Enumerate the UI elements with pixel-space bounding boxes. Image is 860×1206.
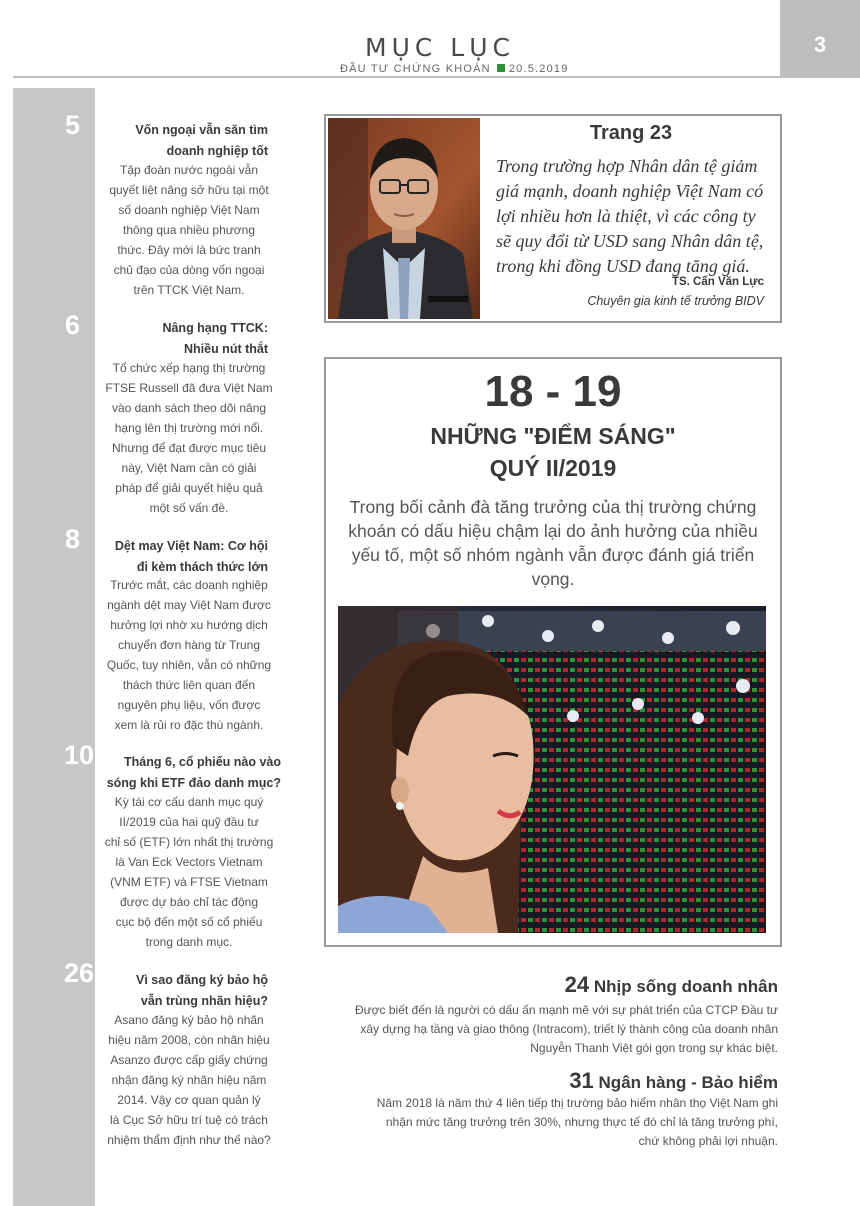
quote-text: Trong trường hợp Nhân dân tệ giảm giá mạnh, doanh nghiệp Việt Nam có lợi nhiều hơn là thiệt, vì các công ty sẽ quy đổi từ USD sang Nhân dân tệ, trong khi đồng USD đang tăng giá. [496,156,764,276]
summary-line: hiệu năm 2008, còn nhãn hiệu [108,1033,270,1047]
summary-line: hưởng lợi nhờ xu hướng dịch [110,618,268,632]
quote-author: TS. Cấn Văn Lực [671,276,764,288]
summary-line: xem là rủi ro đặc thù ngành. [114,718,264,732]
summary-line: nguyên phụ liệu, vốn được [117,698,261,712]
toc-page-number: 5 [64,110,80,140]
summary-line: là Van Eck Vectors Vietnam [115,855,263,869]
quote-box[interactable] [324,114,782,323]
green-square-icon [497,64,505,72]
summary-line: Được biết đến là người có dấu ấn mạnh mẽ với sự phát triển của CTCP Đầu tư [354,1003,778,1017]
summary-line: quyết liệt nâng sở hữu tại một [109,183,269,197]
summary-line: thức. Đây mới là bức tranh [117,243,261,257]
page-number-box: 3 [780,0,860,78]
summary-line: hạng lên thị trường mới nổi. [114,421,264,435]
summary-line: trong danh mục. [145,935,233,949]
summary-line: ngành dệt may Việt Nam được [107,598,271,612]
toc-item-title[interactable] [96,752,281,794]
title-line: Vốn ngoại vẫn săn tìm [135,123,268,137]
summary-line: cục bộ đến một số cổ phiếu [115,915,263,929]
toc-item-summary [100,358,278,518]
quote-author-role: Chuyên gia kinh tế trưởng BIDV [587,294,764,308]
quote-page-title: Trang 23 [589,122,673,144]
feature-description: Trong bối cảnh đà tăng trưởng của thị trường chứng khoán có dấu hiệu chậm lại do ảnh hưởng của nhiều yếu tố, một số nhóm ngành vẫn được đánh giá triển vọng. [348,497,758,589]
publication-name: ĐẦU TƯ CHỨNG KHOÁN [340,63,491,75]
title-line: Vì sao đăng ký bảo hộ [136,973,268,987]
summary-line: chủ đạo của dòng vốn ngoại [113,263,265,277]
toc-item-summary [100,575,278,735]
title-line: Nâng hạng TTCK: [162,321,268,335]
summary-line: này, Việt Nam cần có giải [121,461,257,475]
summary-line: nhận mức tăng trưởng trên 30%, nhưng thực tế đó chỉ là tăng trưởng phí, [385,1115,778,1129]
toc-item-summary [100,792,278,952]
summary-line: chuyển đơn hàng từ Trung [118,638,260,652]
header-divider [13,76,780,78]
summary-line: số doanh nghiệp Việt Nam [118,203,260,217]
summary-line: II/2019 của hai quỹ đầu tư [119,815,259,829]
summary-line: trên TTCK Việt Nam. [133,283,245,297]
bottom-toc-item[interactable] [300,972,778,1058]
feature-page-range: 18 - 19 [484,367,622,416]
summary-line: là Cục Sở hữu trí tuệ có trách [110,1113,268,1127]
bottom-item-summary [300,1094,778,1151]
summary-line: thông qua nhiều phương [122,223,255,237]
summary-line: thách thức liên quan đến [122,678,256,692]
bottom-item-page: 31 [569,1068,594,1093]
title-line: vẫn trùng nhãn hiệu? [140,994,268,1008]
toc-page-number: 26 [63,958,94,988]
bottom-item-section: Nhịp sống doanh nhân [593,977,778,996]
feature-title-line2: QUÝ II/2019 [489,455,617,481]
summary-line: chứ không phải lợi nhuận. [638,1134,778,1148]
expert-portrait-photo [328,118,480,319]
feature-title-line1: NHỮNG "ĐIỂM SÁNG" [430,423,676,449]
issue-date: 20.5.2019 [508,63,569,75]
summary-line: 2014. Vậy cơ quan quản lý [117,1093,261,1107]
toc-page-number: 8 [64,524,80,554]
summary-line: Quốc, tuy nhiên, vẫn có những [106,658,272,672]
toc-page-number: 10 [63,740,94,770]
title-line: Dệt may Việt Nam: Cơ hội [114,539,268,553]
toc-item-title[interactable] [100,318,268,360]
toc-item-summary [100,160,278,300]
bottom-item-heading [300,972,778,998]
summary-line: Asano đăng ký bảo hộ nhãn [114,1013,264,1027]
toc-item-summary [100,1010,278,1150]
summary-line: (VNM ETF) và FTSE Vietnam [110,875,268,889]
title-line: doanh nghiệp tốt [166,144,268,158]
bottom-toc-item[interactable] [300,1068,778,1151]
magazine-section-title: MỤC LỤC [365,33,515,62]
publication-line [340,63,570,75]
feature-story-box[interactable] [324,357,782,947]
toc-item-title[interactable] [100,536,268,578]
summary-line: xây dựng hạ tầng và giao thông (Intracom), triết lý thành công của doanh nhân [360,1022,778,1036]
bottom-item-summary [300,1001,778,1058]
title-line: Tháng 6, cổ phiếu nào vào [124,755,281,769]
summary-line: pháp để giải quyết hiệu quả [115,481,263,495]
summary-line: Trước mắt, các doanh nghiệp [110,578,268,592]
bottom-item-section: Ngân hàng - Bảo hiểm [598,1073,778,1092]
title-line: Nhiều nút thắt [183,342,268,356]
bottom-item-page: 24 [564,972,590,997]
summary-line: được dự báo chỉ tác động [119,895,259,909]
toc-item-title[interactable] [100,970,268,1012]
summary-line: Kỳ tái cơ cấu danh mục quý [114,795,264,809]
bottom-item-heading [300,1068,778,1094]
summary-line: Nguyễn Thanh Việt gói gọn trong sự khác biệt. [530,1041,778,1055]
summary-line: Năm 2018 là năm thứ 4 liên tiếp thị trường bảo hiểm nhân thọ Việt Nam ghi [376,1096,778,1110]
summary-line: nhận đăng ký nhãn hiệu năm [111,1073,267,1087]
summary-line: Tập đoàn nước ngoài vẫn [120,163,258,177]
summary-line: nhiệm thẩm định như thế nào? [107,1133,271,1147]
title-line: sóng khi ETF đảo danh mục? [106,776,281,790]
summary-line: vào danh sách theo dõi nâng [111,401,267,415]
summary-line: FTSE Russell đã đưa Việt Nam [105,381,273,395]
left-gray-sidebar [13,88,95,1206]
summary-line: một số vấn đề. [149,501,229,515]
summary-line: chỉ số (ETF) lớn nhất thị trường [104,835,274,849]
summary-line: Asanzo được cấp giấy chứng [110,1053,268,1067]
toc-page-number: 6 [64,310,80,340]
summary-line: Nhưng để đạt được mục tiêu [111,441,266,455]
summary-line: Tổ chức xếp hạng thị trường [112,361,266,375]
toc-item-title[interactable] [100,120,268,162]
title-line: đi kèm thách thức lớn [136,560,268,574]
stock-board-woman-photo [338,606,766,933]
